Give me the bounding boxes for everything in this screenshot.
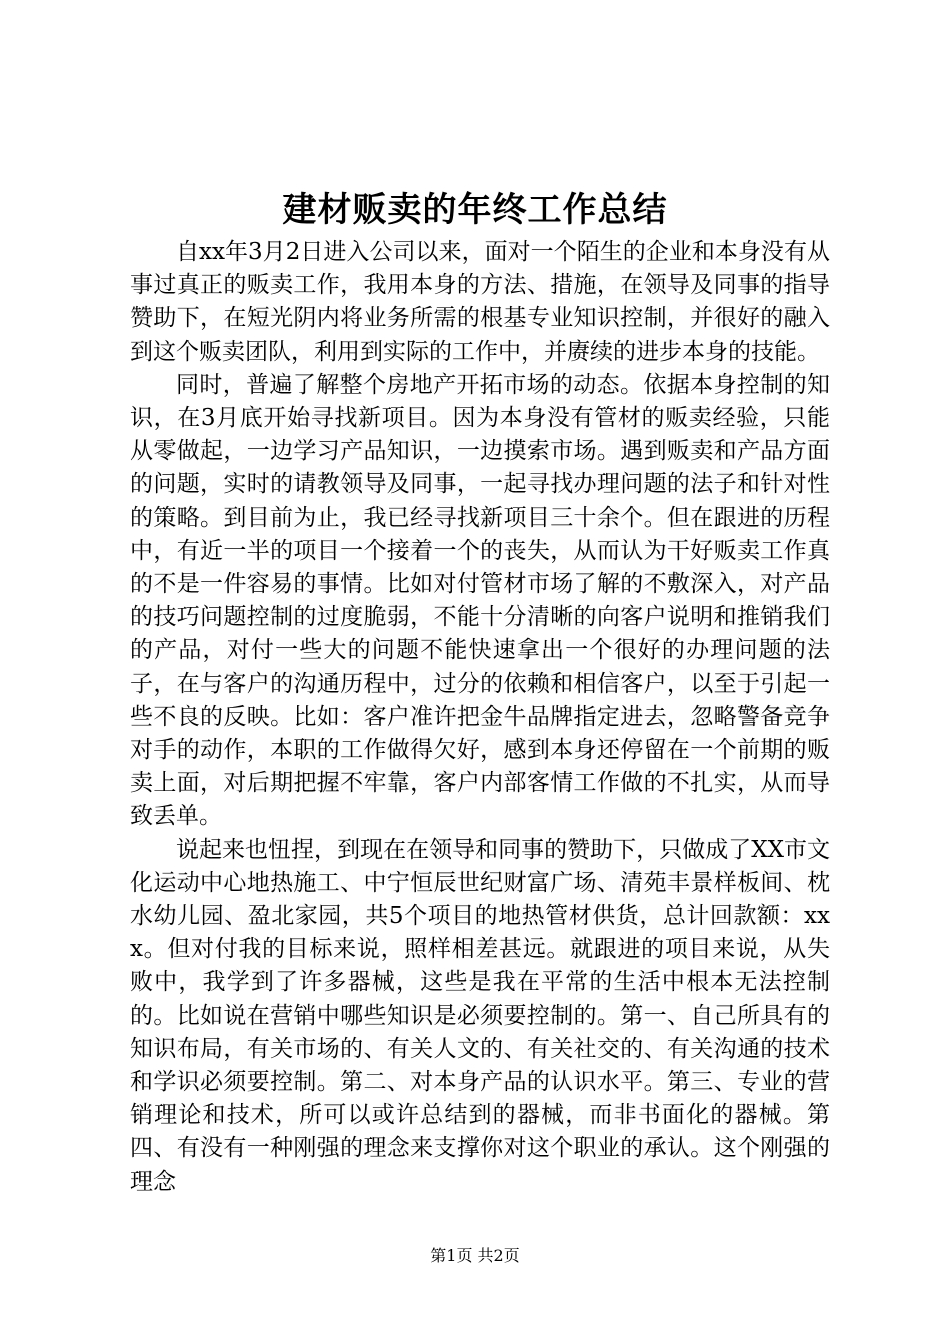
paragraph-3: 说起来也忸捏，到现在在领导和同事的赞助下，只做成了XX市文化运动中心地热施工、中宁恒辰世纪财富广场、清苑丰景样板间、枕水幼儿园、盈北家园，共5个项目的地热管材供货，总计回款额：xxx。但对付我的目标来说，照样相差甚远。就跟进的项目来说，从失败中，我学到了许多器械，这些是我在平常的生活中根本无法控制的。比如说在营销中哪些知识是必须要控制的。第一、自己所具有的知识布局，有关市场的、有关人文的、有关社交的、有关沟通的技术和学识必须要控制。第二、对本身产品的认识水平。第三、专业的营销理论和技术，所可以或许总结到的器械，而非书面化的器械。第四、有没有一种刚强的理念来支撑你对这个职业的承认。这个刚强的理念 bbox=[130, 836, 830, 1195]
paragraph-1: 自xx年3月2日进入公司以来，面对一个陌生的企业和本身没有从事过真正的贩卖工作，我用本身的方法、措施，在领导及同事的指导赞助下，在短光阴内将业务所需的根基专业知识控制，并很好的融入到这个贩卖团队，利用到实际的工作中，并赓续的进步本身的技能。 bbox=[130, 239, 830, 365]
document-body bbox=[130, 236, 830, 1199]
page-number-footer: 第1页 共2页 bbox=[430, 1246, 520, 1265]
paragraph-2: 同时，普遍了解整个房地产开拓市场的动态。依据本身控制的知识，在3月底开始寻找新项目。因为本身没有管材的贩卖经验，只能从零做起，一边学习产品知识，一边摸索市场。遇到贩卖和产品方面的问题，实时的请教领导及同事，一起寻找办理问题的法子和针对性的策略。到目前为止，我已经寻找新项目三十余个。但在跟进的历程中，有近一半的项目一个接着一个的丧失，从而认为干好贩卖工作真的不是一件容易的事情。比如对付管材市场了解的不敷深入，对产品的技巧问题控制的过度脆弱，不能十分清晰的向客户说明和推销我们的产品，对付一些大的问题不能快速拿出一个很好的办理问题的法子，在与客户的沟通历程中，过分的依赖和相信客户，以至于引起一些不良的反映。比如：客户准许把金牛品牌指定进去，忽略警备竞争对手的动作，本职的工作做得欠好，感到本身还停留在一个前期的贩卖上面，对后期把握不牢靠，客户内部客情工作做的不扎实，从而导致丢单。 bbox=[130, 371, 830, 830]
document-title: 建材贩卖的年终工作总结 bbox=[282, 190, 668, 230]
